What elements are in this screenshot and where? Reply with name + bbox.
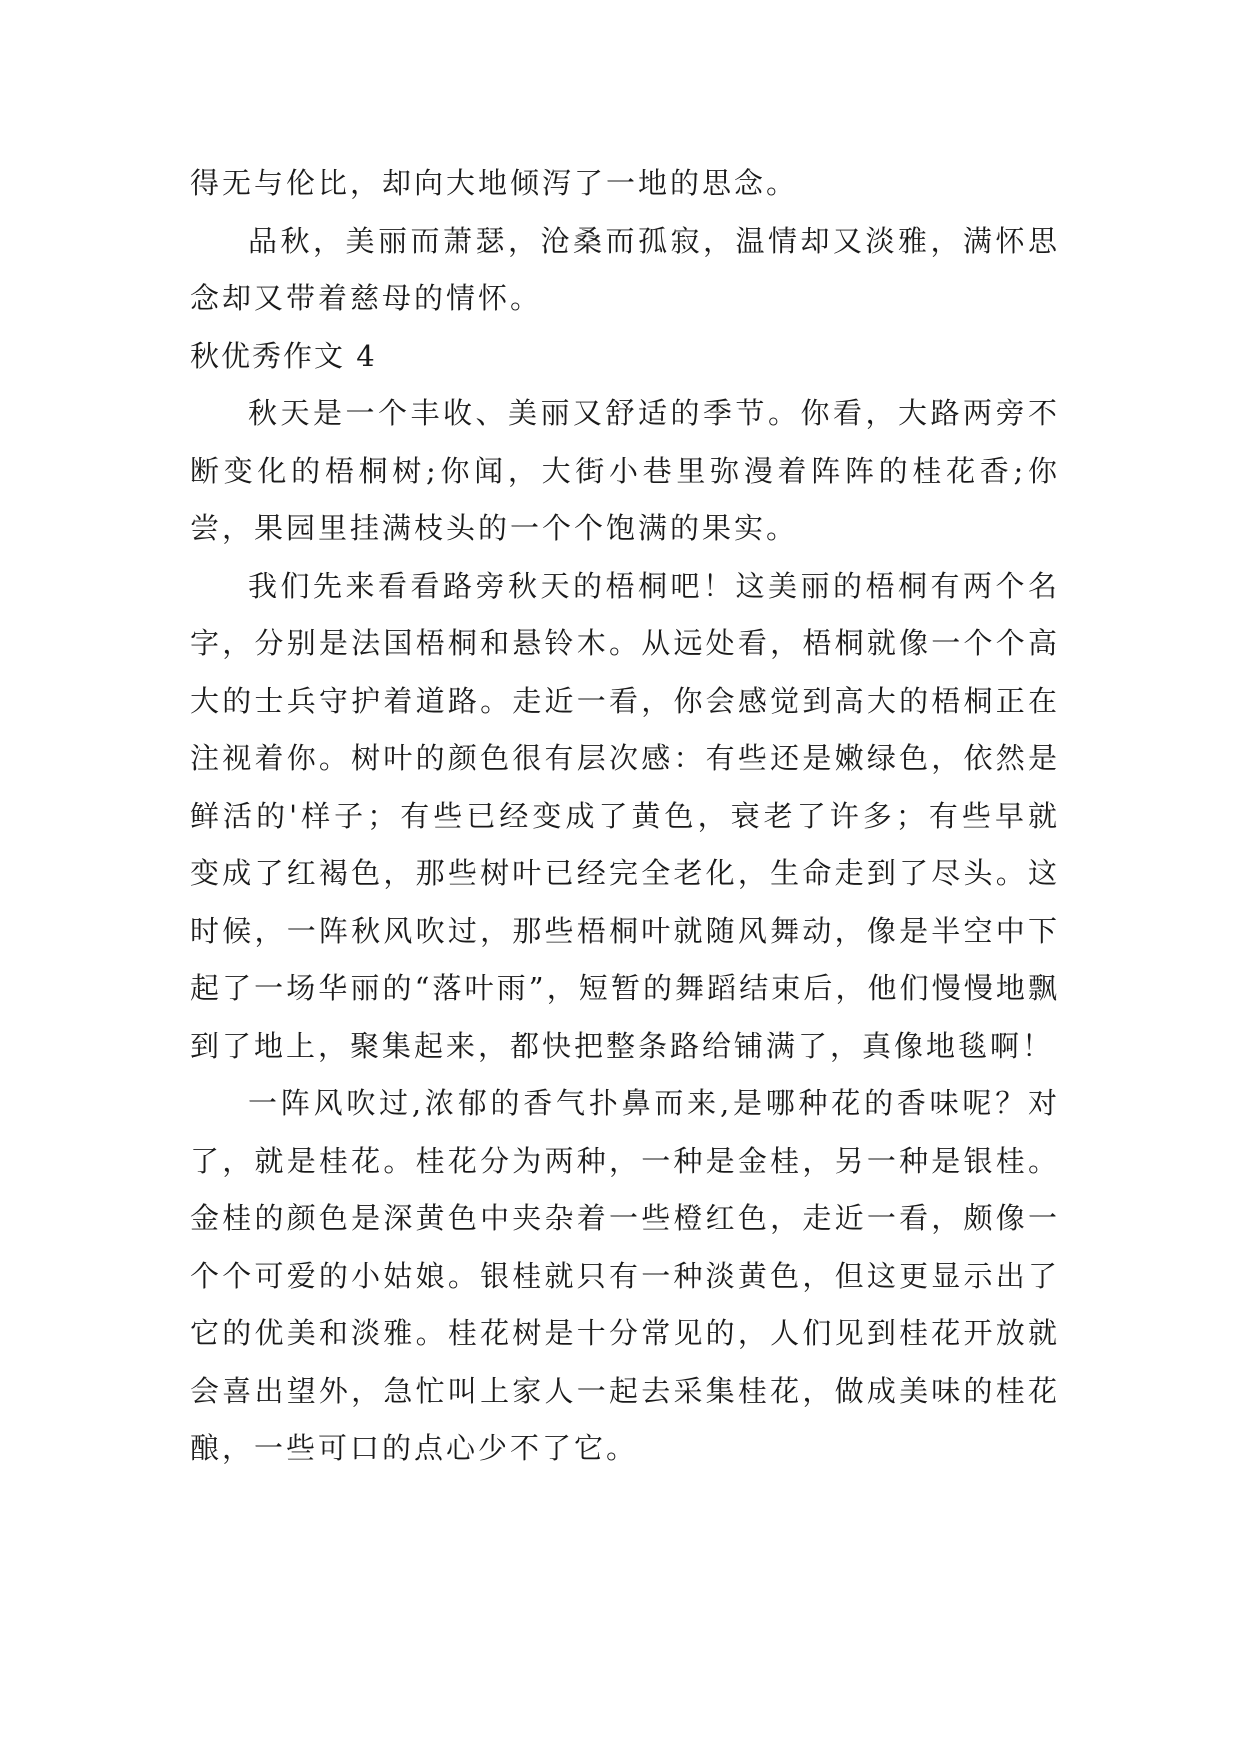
document-body	[190, 155, 1060, 1478]
paragraph-pin-qiu: 品秋，美丽而萧瑟，沧桑而孤寂，温情却又淡雅，满怀思念却又带着慈母的情怀。	[190, 223, 1060, 315]
paragraph-autumn-intro: 秋天是一个丰收、美丽又舒适的季节。你看，大路两旁不断变化的梧桐树;你闻，大街小巷里弥漫着阵阵的桂花香;你尝，果园里挂满枝头的一个个饱满的果实。	[190, 396, 1060, 545]
paragraph-wutong: 我们先来看看路旁秋天的梧桐吧！这美丽的梧桐有两个名字，分别是法国梧桐和悬铃木。从远处看，梧桐就像一个个高大的士兵守护着道路。走近一看，你会感觉到高大的梧桐正在注视着你。树叶的颜色很有层次感：有些还是嫩绿色，依然是鲜活的'样子；有些已经变成了黄色，衰老了许多；有些早就变成了红褐色，那些树叶已经完全老化，生命走到了尽头。这时候，一阵秋风吹过，那些梧桐叶就随风舞动，像是半空中下起了一场华丽的“落叶雨”，短暂的舞蹈结束后，他们慢慢地飘到了地上，聚集起来，都快把整条路给铺满了，真像地毯啊！	[190, 568, 1060, 1063]
paragraph-continuation: 得无与伦比，却向大地倾泻了一地的思念。	[190, 166, 799, 200]
paragraph-osmanthus: 一阵风吹过,浓郁的香气扑鼻而来,是哪种花的香味呢？对了，就是桂花。桂花分为两种，一种是金桂，另一种是银桂。金桂的颜色是深黄色中夹杂着一些橙红色，走近一看，颇像一个个可爱的小姑娘。银桂就只有一种淡黄色，但这更显示出了它的优美和淡雅。桂花树是十分常见的，人们见到桂花开放就会喜出望外，急忙叫上家人一起去采集桂花，做成美味的桂花酿，一些可口的点心少不了它。	[190, 1086, 1060, 1465]
section-heading: 秋优秀作文 4	[190, 338, 377, 373]
